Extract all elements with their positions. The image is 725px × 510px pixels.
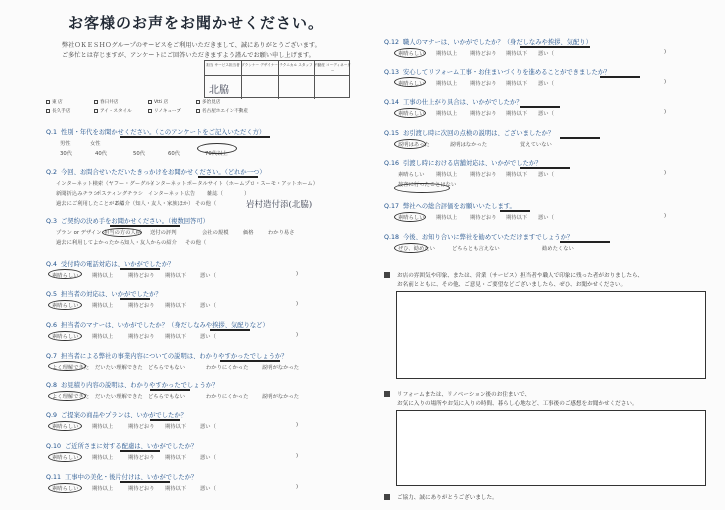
answer-option[interactable]: インターネット広告 bbox=[148, 191, 196, 197]
answer-option[interactable]: 説明はなかった bbox=[450, 142, 488, 148]
answer-option[interactable]: 60代 bbox=[168, 151, 181, 157]
answer-option[interactable]: 期待以下 bbox=[506, 81, 528, 87]
question-text: 性別・年代をお聞かせください。（このアンケートをご記入いただく方） bbox=[60, 129, 266, 136]
answer-option[interactable]: 期待以下 bbox=[165, 455, 187, 461]
answer-underline bbox=[600, 76, 640, 78]
answer-option[interactable]: よく理解できた bbox=[52, 394, 90, 400]
question-number: Q.18 bbox=[384, 234, 399, 241]
answer-underline bbox=[198, 176, 258, 178]
staff-header-planner: プランナー デザイナー bbox=[241, 63, 278, 67]
answer-option[interactable]: 期待以上 bbox=[436, 172, 458, 178]
intro-line-2: ご多忙とは存じますが、アンケートにご回答いただきますよう謹んでお願い申し上げます。 bbox=[62, 52, 315, 59]
answer-option[interactable]: 期待どおり bbox=[128, 334, 155, 340]
question-heading bbox=[46, 167, 266, 176]
question-number: Q.6 bbox=[46, 322, 57, 329]
answer-option[interactable]: ) bbox=[664, 79, 667, 85]
answer-underline bbox=[500, 210, 530, 212]
answer-underline bbox=[520, 106, 560, 108]
question-heading bbox=[384, 128, 554, 137]
question-number: Q.16 bbox=[384, 160, 399, 167]
answer-option[interactable]: どちらとも言えない bbox=[452, 246, 500, 252]
answer-option[interactable]: 期待どおり bbox=[470, 81, 497, 87]
answer-underline bbox=[120, 450, 160, 452]
answer-option[interactable]: ポスティングチラシ bbox=[96, 191, 144, 197]
question-number: Q.3 bbox=[46, 218, 57, 225]
answer-option[interactable]: ) bbox=[296, 332, 299, 338]
answer-option[interactable]: 期待以下 bbox=[165, 334, 187, 340]
question-heading bbox=[46, 410, 187, 419]
answer-option[interactable]: 過去にご利用したことがある bbox=[56, 201, 125, 207]
free-section-1-line-2: お名前とともに、その他、ご意見・ご要望などございましたら、ぜひ、お聞かせください。 bbox=[397, 282, 627, 288]
answer-option[interactable]: 70代以上 bbox=[205, 151, 228, 157]
question-heading bbox=[384, 67, 610, 76]
answer-option[interactable]: ぜひ、勧めたい bbox=[398, 246, 435, 252]
answer-option[interactable]: 期待どおり bbox=[470, 51, 497, 57]
selected-answer-circle bbox=[394, 243, 428, 253]
answer-option[interactable]: 素晴らしい bbox=[398, 111, 425, 117]
question-heading bbox=[384, 201, 516, 210]
answer-option[interactable]: 素晴らしい bbox=[52, 273, 79, 279]
question-text: ご契約の決め手をお聞かせください。（複数回答可） bbox=[60, 218, 209, 225]
answer-option[interactable]: 素晴らしい bbox=[398, 81, 425, 87]
answer-option[interactable]: 会社の規模 bbox=[202, 230, 229, 236]
answer-option[interactable]: 素晴らしい bbox=[52, 424, 79, 430]
question-text: ご提案の商品やプランは、いかがでしたか？ bbox=[60, 412, 187, 419]
selected-answer-circle bbox=[48, 452, 82, 462]
answer-option[interactable]: 期待どおり bbox=[128, 303, 155, 309]
q2-handwritten-answer: 岩村造付添(北脇) bbox=[246, 200, 313, 210]
answer-underline bbox=[560, 137, 600, 139]
answer-option[interactable]: 悪い（ bbox=[538, 172, 554, 178]
selected-answer-circle bbox=[394, 183, 450, 193]
answer-option[interactable]: 期待どおり bbox=[128, 273, 155, 279]
question-heading bbox=[46, 380, 218, 389]
answer-option[interactable]: 期待以上 bbox=[92, 334, 114, 340]
section-bullet bbox=[384, 272, 390, 278]
answer-option[interactable]: どちらでもない bbox=[148, 394, 186, 400]
answer-option[interactable]: 50代 bbox=[133, 151, 146, 157]
answer-option[interactable]: 40代 bbox=[95, 151, 108, 157]
answer-option[interactable]: 期待以下 bbox=[506, 215, 528, 221]
answer-option[interactable]: ) bbox=[296, 422, 299, 428]
answer-underline bbox=[120, 136, 270, 138]
question-text: 担当者の対応は、いかがでしたか？ bbox=[60, 291, 162, 298]
question-number: Q.9 bbox=[46, 412, 57, 419]
answer-option[interactable]: 期待以下 bbox=[165, 273, 187, 279]
free-section-2-line-1: リフォームまたは、リノベーション後のお住まいで、 bbox=[397, 392, 531, 398]
answer-underline bbox=[120, 481, 170, 483]
selected-answer-circle bbox=[102, 228, 142, 237]
question-text: お見積り内容の説明は、わかりやすかったでしょうか？ bbox=[60, 382, 219, 389]
answer-option[interactable]: 期待以上 bbox=[436, 51, 458, 57]
answer-option[interactable]: ) bbox=[664, 109, 667, 115]
store-option[interactable]: 長久手店 bbox=[46, 108, 70, 114]
answer-option[interactable]: 期待以下 bbox=[165, 486, 187, 492]
question-text: 工事中の美化・後片付けは、いかがでしたか？ bbox=[64, 474, 198, 481]
store-list bbox=[46, 99, 286, 115]
answer-option[interactable]: 素晴らしい bbox=[52, 455, 79, 461]
selected-answer-circle bbox=[197, 143, 237, 154]
selected-answer-circle bbox=[394, 77, 426, 87]
answer-option[interactable]: 素晴らしい bbox=[52, 334, 79, 340]
answer-option[interactable]: 期待以上 bbox=[436, 215, 458, 221]
question-heading bbox=[384, 37, 592, 46]
staff-table bbox=[204, 60, 350, 98]
answer-option[interactable]: 期待以上 bbox=[436, 111, 458, 117]
question-number: Q.1 bbox=[46, 129, 57, 136]
answer-option[interactable]: よく理解できた bbox=[52, 365, 90, 371]
question-heading bbox=[46, 351, 288, 360]
answer-option[interactable]: わかり易さ bbox=[268, 230, 295, 236]
store-option[interactable]: 春日井店 bbox=[94, 99, 118, 105]
answer-option[interactable]: 期待以下 bbox=[506, 111, 528, 117]
question-text: 担当者による弊社の事業内容についての説明は、わかりやすかったでしょうか？ bbox=[60, 353, 288, 360]
answer-underline bbox=[120, 268, 160, 270]
store-option[interactable]: アイ・スタイル bbox=[94, 108, 132, 114]
answer-option[interactable]: 期待以上 bbox=[92, 455, 114, 461]
free-section-2-line-2: お気に入りの場所やお気に入りの時間、暮らし心地など、工事後のご感想をお聞かせください。 bbox=[397, 401, 638, 407]
question-heading bbox=[46, 472, 197, 481]
answer-option[interactable]: 知人・友人からの紹介 bbox=[124, 240, 177, 246]
selected-answer-circle bbox=[394, 139, 426, 149]
answer-option[interactable]: ) bbox=[296, 453, 299, 459]
answer-option[interactable]: ) bbox=[296, 271, 299, 277]
answer-option[interactable]: 期待どおり bbox=[470, 172, 497, 178]
store-option[interactable]: 東 店 bbox=[46, 99, 63, 105]
answer-option[interactable]: 期待以上 bbox=[92, 424, 114, 430]
answer-option[interactable]: 覚えていない bbox=[520, 142, 552, 148]
answer-underline bbox=[220, 360, 280, 362]
answer-option[interactable]: 担当の方の人柄 bbox=[104, 230, 142, 236]
answer-underline bbox=[150, 419, 180, 421]
answer-option[interactable]: 雑誌（ ） bbox=[207, 191, 250, 197]
question-number: Q.17 bbox=[384, 203, 399, 210]
question-text: 今回、お問合せいただいたきっかけをお聞かせください。（どれか一つ） bbox=[60, 169, 266, 176]
question-text: 工事の仕上がり具合は、いかがでしたか？ bbox=[402, 99, 523, 106]
answer-option[interactable]: 素晴らしい bbox=[52, 303, 79, 309]
store-option[interactable]: 名古屋ホエイン不動産 bbox=[196, 108, 248, 114]
answer-option[interactable]: ご紹介（知人・友人・家族ほか） bbox=[114, 201, 194, 207]
answer-option[interactable]: 男性 bbox=[60, 141, 71, 147]
answer-underline bbox=[560, 241, 610, 243]
answer-option[interactable]: 期待以下 bbox=[506, 172, 528, 178]
page-title: お客様のお声をお聞かせください。 bbox=[68, 14, 325, 32]
answer-underline bbox=[520, 46, 590, 48]
question-text: ご近所さまに対する配慮は、いかがでしたか？ bbox=[64, 443, 198, 450]
selected-answer-circle bbox=[394, 48, 426, 58]
answer-option[interactable]: わかりにくかった bbox=[206, 394, 249, 400]
selected-answer-circle bbox=[48, 331, 82, 341]
selected-answer-circle bbox=[48, 300, 82, 310]
question-text: お引渡し時に次回の点検の説明は、ございましたか？ bbox=[402, 130, 555, 137]
answer-option[interactable]: 期待以下 bbox=[165, 424, 187, 430]
staff-header-service: 担当 サービス担当者 bbox=[206, 63, 240, 67]
question-number: Q.5 bbox=[46, 291, 57, 298]
answer-option[interactable]: ) bbox=[664, 170, 667, 176]
selected-answer-circle bbox=[48, 421, 82, 431]
answer-option[interactable]: 素晴らしい bbox=[398, 215, 425, 221]
answer-option[interactable]: 素晴らしい bbox=[398, 51, 425, 57]
answer-option[interactable]: 接客に行ったことはない bbox=[398, 182, 457, 188]
question-heading bbox=[46, 320, 269, 329]
free-comment-box-1[interactable] bbox=[396, 291, 706, 379]
answer-option[interactable]: 期待以上 bbox=[92, 486, 114, 492]
question-heading bbox=[384, 158, 542, 167]
staff-header-technical: テクニカル スタッフ bbox=[279, 63, 313, 67]
question-heading bbox=[384, 97, 523, 106]
answer-option[interactable]: 期待どおり bbox=[470, 111, 497, 117]
question-number: Q.12 bbox=[384, 39, 399, 46]
answer-option[interactable]: 悪い（ bbox=[200, 424, 216, 430]
selected-answer-circle bbox=[48, 483, 82, 493]
store-option[interactable]: Vtti 店 bbox=[148, 99, 168, 105]
question-text: 職人のマナーは、いかがでしたか？（身だしなみや挨拶、気配り） bbox=[402, 39, 592, 46]
answer-underline bbox=[120, 298, 150, 300]
answer-option[interactable]: 勧めたくない bbox=[542, 246, 574, 252]
selected-answer-circle bbox=[48, 391, 86, 401]
answer-option[interactable]: 価格 bbox=[243, 230, 254, 236]
question-number: Q.2 bbox=[46, 169, 57, 176]
answer-option[interactable]: 期待以上 bbox=[436, 81, 458, 87]
selected-answer-circle bbox=[48, 269, 82, 279]
answer-option[interactable]: 過去に利用してよかったから bbox=[56, 240, 125, 246]
question-number: Q.11 bbox=[46, 474, 61, 481]
answer-option[interactable]: 悪い（ bbox=[538, 215, 554, 221]
answer-option[interactable]: だいたい理解できた bbox=[95, 365, 143, 371]
answer-option[interactable]: 期待どおり bbox=[128, 455, 155, 461]
answer-option[interactable]: 期待どおり bbox=[128, 486, 155, 492]
answer-option[interactable]: 期待以下 bbox=[506, 51, 528, 57]
answer-option[interactable]: ) bbox=[664, 213, 667, 219]
answer-option[interactable]: 素晴らしい bbox=[398, 172, 425, 178]
answer-option[interactable]: 30代 bbox=[60, 151, 73, 157]
question-heading bbox=[46, 441, 197, 450]
answer-option[interactable]: 悪い（ bbox=[200, 486, 216, 492]
answer-option[interactable]: 説明がなかった bbox=[262, 365, 300, 371]
store-option[interactable]: リノキューブ bbox=[148, 108, 181, 114]
answer-option[interactable]: わかりにくかった bbox=[206, 365, 249, 371]
question-number: Q.7 bbox=[46, 353, 57, 360]
question-number: Q.8 bbox=[46, 382, 57, 389]
question-text: 弊社への総合評価をお願いいたします。 bbox=[402, 203, 516, 210]
question-text: 担当者のマナーは、いかがでしたか？（身だしなみや挨拶、気配りなど） bbox=[60, 322, 269, 329]
answer-option[interactable]: 悪い（ bbox=[200, 334, 216, 340]
answer-underline bbox=[520, 167, 570, 169]
question-number: Q.15 bbox=[384, 130, 399, 137]
answer-option[interactable]: 悪い（ bbox=[200, 273, 216, 279]
answer-option[interactable]: 悪い（ bbox=[538, 81, 554, 87]
intro-line-1: 弊社ＯＫＥＳＨＯグループのサービスをご利用いただきまして、誠にありがとうございます。 bbox=[62, 42, 321, 49]
free-comment-box-2[interactable] bbox=[396, 410, 706, 486]
store-option[interactable]: 多治見店 bbox=[196, 99, 220, 105]
answer-option[interactable]: 悪い（ bbox=[538, 51, 554, 57]
answer-option[interactable]: 送付の評判 bbox=[150, 230, 177, 236]
answer-option[interactable]: 新聞折込みチラシ bbox=[56, 191, 99, 197]
question-heading bbox=[384, 232, 573, 241]
answer-option[interactable]: 期待どおり bbox=[470, 215, 497, 221]
answer-option[interactable]: 期待以上 bbox=[92, 273, 114, 279]
answer-option[interactable]: ) bbox=[296, 301, 299, 307]
question-heading bbox=[46, 289, 162, 298]
question-heading bbox=[46, 127, 265, 136]
answer-option[interactable]: ) bbox=[664, 49, 667, 55]
answer-option[interactable]: 悪い（ bbox=[200, 455, 216, 461]
question-text: 受付時の電話対応は、いかがでしたか？ bbox=[60, 261, 175, 268]
answer-option[interactable]: 説明はあった bbox=[398, 142, 430, 148]
answer-option[interactable]: 期待どおり bbox=[128, 424, 155, 430]
answer-underline bbox=[150, 389, 190, 391]
answer-option[interactable]: だいたい理解できた bbox=[95, 394, 143, 400]
answer-option[interactable]: プラン or デザイン bbox=[56, 230, 102, 236]
closing-text: ご協力、誠にありがとうございました。 bbox=[397, 495, 498, 501]
answer-underline bbox=[210, 329, 250, 331]
section-bullet bbox=[384, 494, 390, 500]
free-section-1-line-1: お店の雰囲気や印象、または、営業（サービス）担当者や職人で印象に残った者がおりましたら、 bbox=[397, 273, 644, 279]
question-heading bbox=[46, 259, 174, 268]
answer-option[interactable]: 期待以上 bbox=[92, 303, 114, 309]
answer-option[interactable]: インターネットポータルサイト（ホームプロ・スーモ・アットホーム） bbox=[150, 181, 319, 187]
answer-option[interactable]: 期待以下 bbox=[165, 303, 187, 309]
answer-option[interactable]: その他（ bbox=[185, 240, 207, 246]
answer-option[interactable]: その他（ bbox=[195, 201, 217, 207]
question-number: Q.10 bbox=[46, 443, 61, 450]
staff-header-realestate: 不動産 コーディネーター bbox=[314, 63, 351, 73]
selected-answer-circle bbox=[394, 108, 426, 118]
question-text: 安心してリフォーム工事・お住まいづくりを進めることができましたか？ bbox=[402, 69, 611, 76]
answer-option[interactable]: 説明がなかった bbox=[262, 394, 300, 400]
answer-underline bbox=[110, 225, 180, 227]
question-text: 今後、お知り合いに弊社を勧めていただけますでしょうか？ bbox=[402, 234, 574, 241]
staff-handwritten-name: 北脇 bbox=[209, 85, 229, 96]
question-number: Q.13 bbox=[384, 69, 399, 76]
answer-option[interactable]: 悪い（ bbox=[538, 111, 554, 117]
question-number: Q.14 bbox=[384, 99, 399, 106]
answer-option[interactable]: ) bbox=[296, 484, 299, 490]
answer-option[interactable]: 女性 bbox=[90, 141, 101, 147]
question-number: Q.4 bbox=[46, 261, 57, 268]
answer-option[interactable]: 素晴らしい bbox=[52, 486, 79, 492]
selected-answer-circle bbox=[48, 361, 86, 371]
section-bullet bbox=[384, 391, 390, 397]
selected-answer-circle bbox=[394, 212, 426, 222]
answer-option[interactable]: インターネット検索（ヤフー・グーグル） bbox=[56, 181, 156, 187]
question-text: 引渡し時における店舗対応は、いかがでしたか？ bbox=[402, 160, 542, 167]
question-heading bbox=[46, 216, 209, 225]
answer-option[interactable]: どちらでもない bbox=[148, 365, 186, 371]
answer-option[interactable]: 悪い（ bbox=[200, 303, 216, 309]
